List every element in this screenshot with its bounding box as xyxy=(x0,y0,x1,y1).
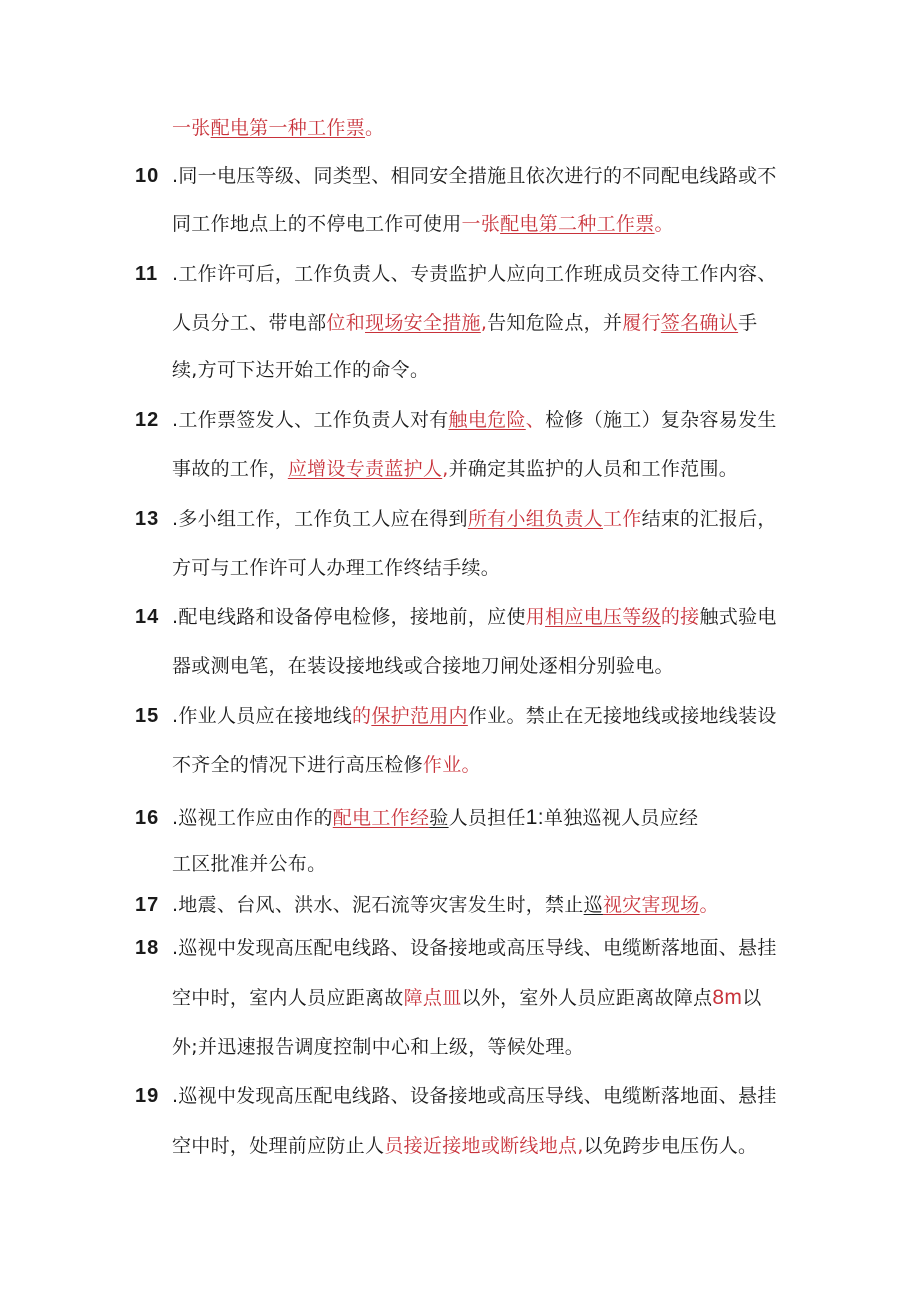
continuation-line xyxy=(0,753,920,777)
text-segment: 验 xyxy=(429,807,449,829)
line-text xyxy=(172,262,777,286)
text-segment: 工区批准并公布。 xyxy=(172,853,327,875)
highlighted-text: 。 xyxy=(654,213,674,235)
highlighted-text: 位和 xyxy=(326,312,366,334)
highlighted-text: 障点皿 xyxy=(403,987,462,1009)
item-number: 10 xyxy=(135,165,160,187)
text-segment: 结束的汇报后， xyxy=(641,508,777,530)
line-text xyxy=(172,893,719,917)
item-number: 16 xyxy=(135,807,160,829)
highlighted-text: 所有小组负责人 xyxy=(467,508,603,530)
line-text xyxy=(172,704,777,728)
text-segment: 空中时，室内人员应距离故 xyxy=(172,987,404,1009)
highlighted-text: 相应电压等级 xyxy=(545,606,661,628)
highlighted-text: 视灾害现场 xyxy=(602,894,700,916)
numbered-line xyxy=(0,1084,920,1108)
text-segment: 触式验电 xyxy=(699,606,777,628)
highlighted-text: , xyxy=(442,458,449,480)
numbered-line xyxy=(0,893,920,917)
continuation-line xyxy=(0,986,920,1010)
continuation-line xyxy=(0,556,920,580)
continuation-line xyxy=(0,1035,920,1059)
line-text xyxy=(172,986,762,1010)
line-text xyxy=(172,654,674,678)
text-segment: .多小组工作，工作负工人应在得到 xyxy=(172,508,468,530)
item-number: 18 xyxy=(135,937,160,959)
highlighted-text: 的接 xyxy=(660,606,700,628)
numbered-line xyxy=(0,806,920,830)
highlighted-text: 配电第二种工作票 xyxy=(500,213,655,235)
text-segment: 以 xyxy=(742,987,762,1009)
continuation-line xyxy=(0,311,920,335)
text-segment: 同工作地点上的不停电工作可使用 xyxy=(172,213,462,235)
continuation-line xyxy=(0,852,920,876)
line-text xyxy=(172,116,384,140)
numbered-line xyxy=(0,262,920,286)
line-text xyxy=(172,457,738,481)
text-segment: 空中时，处理前应防止人 xyxy=(172,1135,385,1157)
line-text xyxy=(172,806,698,830)
highlighted-text: 工作 xyxy=(602,508,642,530)
line-text xyxy=(172,507,777,531)
highlighted-text: 保护范用内 xyxy=(371,705,468,727)
text-segment: 不齐全的情况下进行高压检修 xyxy=(172,754,423,776)
highlighted-text: 一张 xyxy=(172,117,211,139)
item-number: 19 xyxy=(135,1085,160,1107)
text-segment: 人员分工、带电部 xyxy=(172,312,327,334)
item-number: 12 xyxy=(135,409,160,431)
item-number: 17 xyxy=(135,894,160,916)
text-segment: 作业。禁止在无接地线或接地线装设 xyxy=(467,705,777,727)
numbered-line xyxy=(0,936,920,960)
text-segment: 事故的工作， xyxy=(172,458,288,480)
line-text xyxy=(172,556,500,580)
text-segment: 手 xyxy=(738,312,758,334)
line-text xyxy=(172,605,777,629)
item-number: 15 xyxy=(135,705,160,727)
continuation-line xyxy=(0,358,920,382)
highlighted-text: 一张 xyxy=(461,213,501,235)
line-text xyxy=(172,1134,757,1158)
text-segment: 检修（施工）复杂容易发生 xyxy=(545,409,777,431)
highlighted-text: 8m xyxy=(712,986,743,1009)
text-segment: 并确定其监护的人员和工作范围。 xyxy=(448,458,739,480)
numbered-line xyxy=(0,605,920,629)
continuation-line xyxy=(0,654,920,678)
numbered-line xyxy=(0,408,920,432)
line-text xyxy=(172,212,674,236)
numbered-line xyxy=(0,164,920,188)
continuation-line xyxy=(0,1134,920,1158)
highlighted-text: 作业。 xyxy=(422,754,481,776)
line-text xyxy=(172,936,777,960)
line-text xyxy=(172,311,757,335)
highlighted-text: 员接近接地或断线地点, xyxy=(384,1135,584,1157)
text-segment: 续,方可下达开始工作的命令。 xyxy=(172,359,430,381)
text-segment: 巡 xyxy=(583,894,603,916)
text-segment: .巡视中发现高压配电线路、设备接地或高压导线、电缆断落地面、悬挂 xyxy=(172,1085,777,1107)
line-text xyxy=(172,408,777,432)
line-text xyxy=(172,1084,777,1108)
line-text xyxy=(172,358,429,382)
highlighted-text: 现场安全措施 xyxy=(365,312,481,334)
text-segment: .作业人员应在接地线 xyxy=(172,705,353,727)
text-segment: 方可与工作许可人办理工作终结手续。 xyxy=(172,557,501,579)
text-segment: .巡视工作应由作的 xyxy=(172,807,333,829)
item-number: 13 xyxy=(135,508,160,530)
highlighted-text: 。 xyxy=(365,117,385,139)
line-text xyxy=(172,852,326,876)
continuation-line xyxy=(0,212,920,236)
line-text xyxy=(172,1035,584,1059)
text-segment: .工作许可后，工作负责人、专责监护人应向工作班成员交待工作内容、 xyxy=(172,263,777,285)
text-segment: .同一电压等级、同类型、相同安全措施且依次进行的不同配电线路或不 xyxy=(172,165,777,187)
highlighted-text: 配电工作经 xyxy=(332,807,430,829)
continuation-line xyxy=(0,116,920,140)
highlighted-text: 。 xyxy=(699,894,719,916)
numbered-line xyxy=(0,507,920,531)
highlighted-text: 履行 xyxy=(622,312,661,334)
text-segment: .地震、台风、洪水、泥石流等灾害发生时，禁止 xyxy=(172,894,584,916)
text-segment: 人员担任 xyxy=(448,807,526,829)
text-segment: .工作票签发人、工作负责人对有 xyxy=(172,409,449,431)
highlighted-text: 签名确认 xyxy=(660,312,739,334)
text-segment: 以外，室外人员应距离故障点 xyxy=(461,987,713,1009)
highlighted-text: 、 xyxy=(525,409,546,431)
highlighted-text: 的 xyxy=(352,705,372,727)
highlighted-text: 配电第一种工作票 xyxy=(210,117,366,139)
text-segment: 以免跨步电压伤人。 xyxy=(583,1135,758,1157)
text-segment: .配电线路和设备停电检修，接地前，应使 xyxy=(172,606,526,628)
highlighted-text: 触电危险 xyxy=(448,409,526,431)
text-segment: 外;并迅速报告调度控制中心和上级，等候处理。 xyxy=(172,1036,585,1058)
item-number: 11 xyxy=(135,263,159,285)
highlighted-text: 用 xyxy=(525,606,546,628)
text-segment: 1: xyxy=(525,806,544,829)
highlighted-text: , xyxy=(480,312,488,334)
item-number: 14 xyxy=(135,606,160,628)
text-segment: 告知危险点，并 xyxy=(487,312,623,334)
text-segment: .巡视中发现高压配电线路、设备接地或高压导线、电缆断落地面、悬挂 xyxy=(172,937,777,959)
text-segment: 单独巡视人员应经 xyxy=(543,807,699,829)
numbered-line xyxy=(0,704,920,728)
line-text xyxy=(172,753,481,777)
highlighted-text: 应增设专责蓝护人 xyxy=(287,458,443,480)
continuation-line xyxy=(0,457,920,481)
text-segment: 器或测电笔，在装设接地线或合接地刀闸处逐相分别验电。 xyxy=(172,655,674,677)
line-text xyxy=(172,164,777,188)
